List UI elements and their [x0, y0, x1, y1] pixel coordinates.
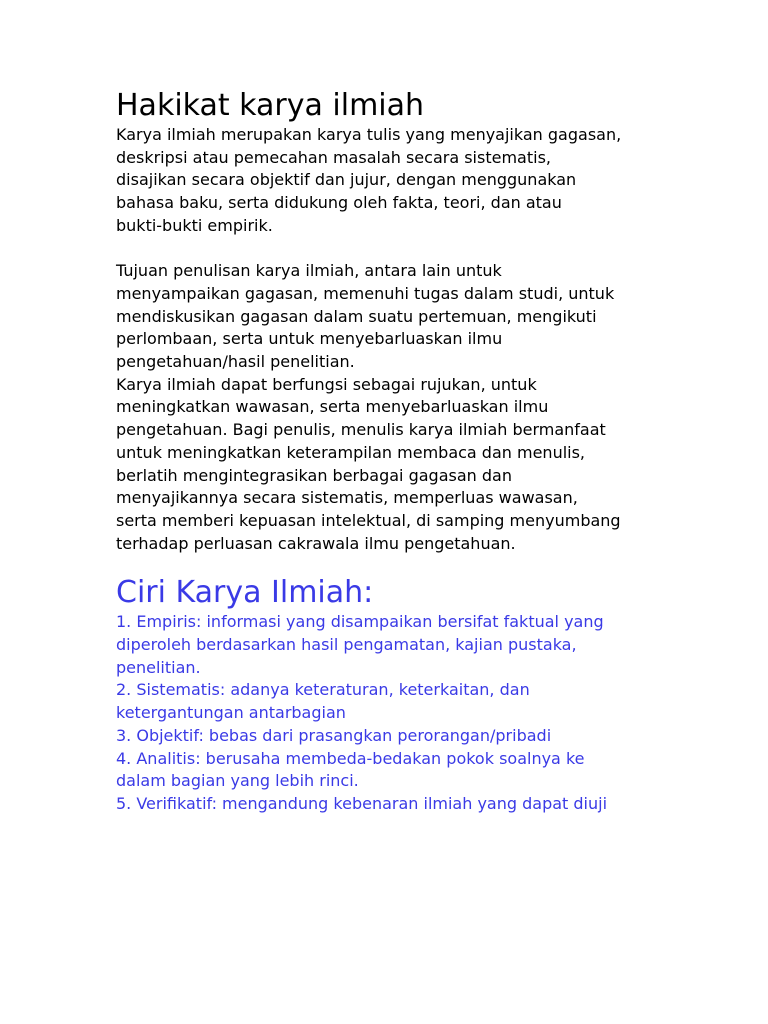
document-page	[116, 88, 676, 816]
list-item: 4. Analitis: berusaha membeda-bedakan pokok soalnya ke dalam bagian yang lebih rinci.	[116, 748, 585, 791]
characteristics-list	[116, 611, 676, 815]
list-item: 1. Empiris: informasi yang disampaikan bersifat faktual yang diperoleh berdasarkan hasil pengamatan, kajian pustaka, penelitian.	[116, 612, 604, 677]
section-heading: Ciri Karya Ilmiah:	[116, 575, 374, 611]
paragraph-definition: Karya ilmiah merupakan karya tulis yang menyajikan gagasan, deskripsi atau pemecahan masalah secara sistematis, disajikan secara objektif dan jujur, dengan menggunakan bahasa baku, serta didukung oleh fakta, teori, dan atau bukti-bukti empirik.	[116, 125, 622, 235]
list-item: 3. Objektif: bebas dari prasangkan perorangan/pribadi	[116, 725, 552, 745]
list-item: 5. Verifikatif: mengandung kebenaran ilmiah yang dapat diuji	[116, 793, 608, 813]
paragraph-function: Karya ilmiah dapat berfungsi sebagai rujukan, untuk meningkatkan wawasan, serta menyebarluaskan ilmu pengetahuan. Bagi penulis, menulis karya ilmiah bermanfaat untuk meningkatkan keterampilan membaca dan menulis, berlatih mengintegrasikan berbagai gagasan dan menyajikannya secara sistematis, memperluas wawasan, serta memberi kepuasan intelektual, di samping menyumbang terhadap perluasan cakrawala ilmu pengetahuan.	[116, 374, 621, 553]
list-item: 2. Sistematis: adanya keteraturan, keterkaitan, dan ketergantungan antarbagian	[116, 680, 530, 723]
paragraph-purpose: Tujuan penulisan karya ilmiah, antara lain untuk menyampaikan gagasan, memenuhi tugas dalam studi, untuk mendiskusikan gagasan dalam suatu pertemuan, mengikuti perlombaan, serta untuk menyebarluaskan ilmu pengetahuan/hasil penelitian.	[116, 261, 615, 372]
page-title: Hakikat karya ilmiah	[116, 88, 425, 123]
